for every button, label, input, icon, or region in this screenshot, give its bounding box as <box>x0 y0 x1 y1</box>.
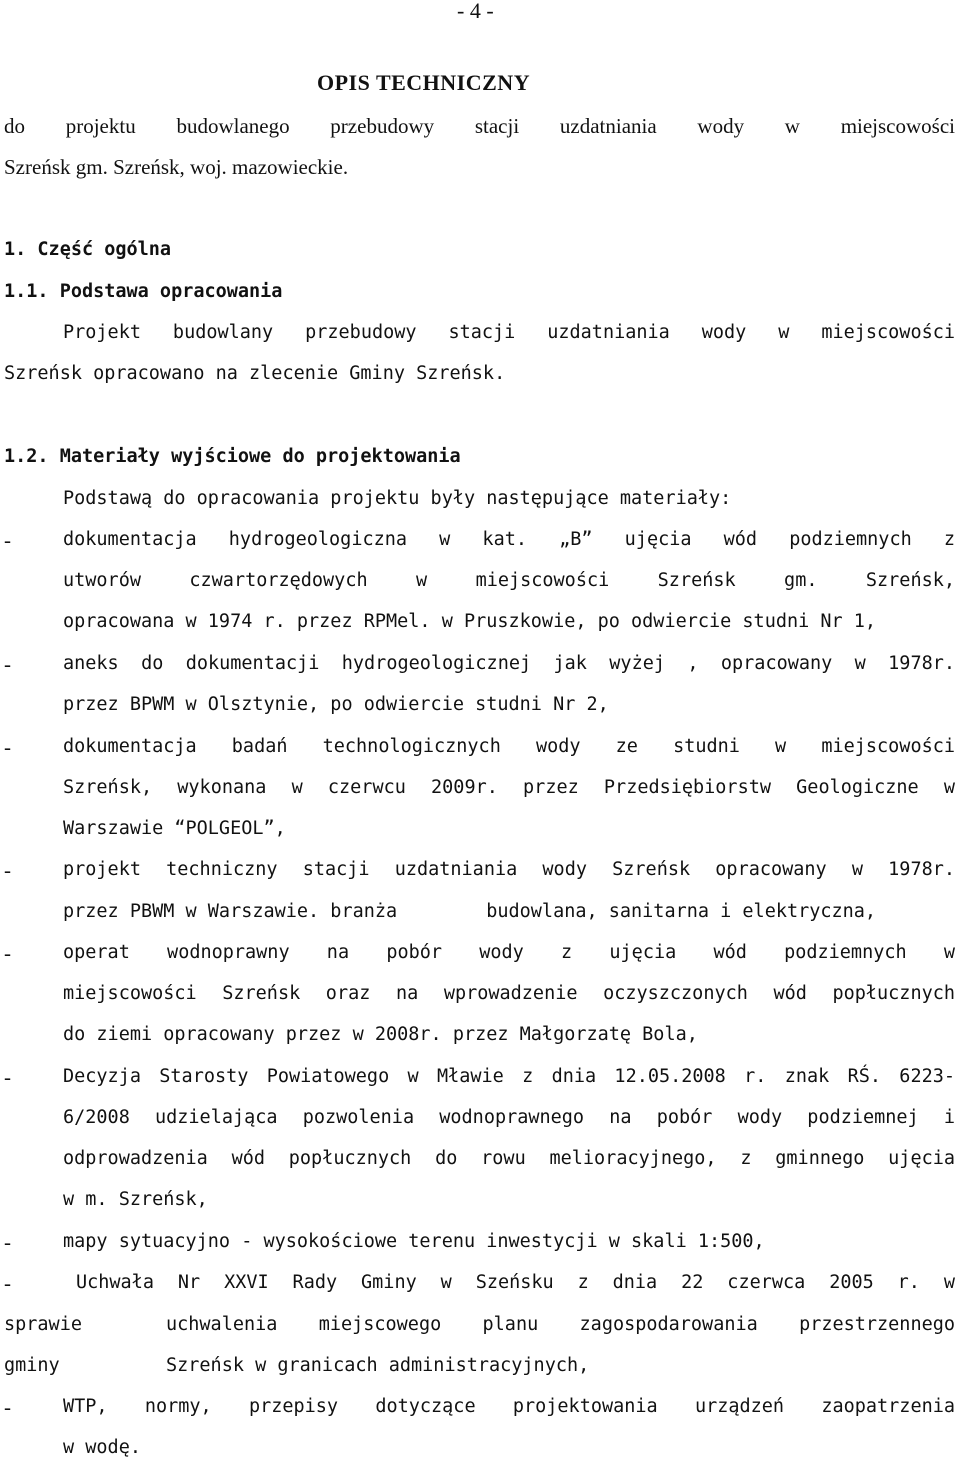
section-heading-1-2: 1.2. Materiały wyjściowe do projektowania <box>4 446 461 467</box>
list-item-5-line-2: miejscowości Szreńsk oraz na wprowadzenie oczyszczonych wód popłucznych <box>63 983 955 1004</box>
basis-text-line-2: Szreńsk opracowano na zlecenie Gminy Szreńsk. <box>4 363 506 384</box>
page-number: - 4 - <box>457 0 494 23</box>
list-item-1-line-1: dokumentacja hydrogeologiczna w kat. „B” ujęcia wód podziemnych z <box>63 529 955 550</box>
subtitle-line-2: Szreńsk gm. Szreńsk, woj. mazowieckie. <box>4 155 349 179</box>
basis-text-line-1: Projekt budowlany przebudowy stacji uzdatniania wody w miejscowości <box>63 322 955 343</box>
list-item-6-line-3: odprowadzenia wód popłucznych do rowu melioracyjnego, z gminnego ujęcia <box>63 1148 955 1169</box>
list-bullet: - <box>4 652 11 676</box>
list-item-4-line-2: przez PBWM w Warszawie. branża budowlana, sanitarna i elektryczna, <box>63 901 877 922</box>
list-bullet: - <box>4 1230 11 1254</box>
list-bullet: - <box>4 1065 11 1089</box>
list-item-3-line-2: Szreńsk, wykonana w czerwcu 2009r. przez Przedsiębiorstw Geologiczne w <box>63 777 955 798</box>
section-heading-1-1: 1.1. Podstawa opracowania <box>4 281 283 302</box>
list-item-1-line-3: opracowana w 1974 r. przez RPMel. w Pruszkowie, po odwiercie studni Nr 1, <box>63 611 877 632</box>
list-item-8-cont-1b: uchwalenia miejscowego planu zagospodarowania przestrzennego <box>166 1314 955 1335</box>
list-item-8-cont-2b: Szreńsk w granicach administracyjnych, <box>166 1355 590 1376</box>
materials-intro: Podstawą do opracowania projektu były następujące materiały: <box>63 488 732 509</box>
list-item-6-line-4: w m. Szreńsk, <box>63 1189 208 1210</box>
section-heading-1: 1. Część ogólna <box>4 239 172 260</box>
list-item-9-line-1: WTP, normy, przepisy dotyczące projektowania urządzeń zaopatrzenia <box>63 1396 955 1417</box>
list-bullet: - <box>4 528 11 552</box>
subtitle-line-1: do projektu budowlanego przebudowy stacji uzdatniania wody w miejscowości <box>4 114 955 138</box>
list-bullet: - <box>4 1395 11 1419</box>
list-bullet: - <box>4 1271 11 1295</box>
list-item-8-cont-1a: sprawie <box>4 1314 82 1335</box>
list-item-2-line-2: przez BPWM w Olsztynie, po odwiercie studni Nr 2, <box>63 694 609 715</box>
list-item-7-line-1: mapy sytuacyjno - wysokościowe terenu inwestycji w skali 1:500, <box>63 1231 765 1252</box>
document-title: OPIS TECHNICZNY <box>317 70 531 95</box>
list-item-3-line-1: dokumentacja badań technologicznych wody ze studni w miejscowości <box>63 736 955 757</box>
list-item-3-line-3: Warszawie “POLGEOL”, <box>63 818 286 839</box>
list-item-5-line-3: do ziemi opracowany przez w 2008r. przez Małgorzatę Bola, <box>63 1024 698 1045</box>
list-bullet: - <box>4 858 11 882</box>
list-item-5-line-1: operat wodnoprawny na pobór wody z ujęcia wód podziemnych w <box>63 942 955 963</box>
list-item-4-line-1: projekt techniczny stacji uzdatniania wody Szreńsk opracowany w 1978r. <box>63 859 955 880</box>
list-item-1-line-2: utworów czwartorzędowych w miejscowości Szreńsk gm. Szreńsk, <box>63 570 955 591</box>
list-bullet: - <box>4 941 11 965</box>
list-item-6-line-1: Decyzja Starosty Powiatowego w Mławie z dnia 12.05.2008 r. znak RŚ. 6223- <box>63 1066 955 1087</box>
list-item-6-line-2: 6/2008 udzielająca pozwolenia wodnoprawnego na pobór wody podziemnej i <box>63 1107 955 1128</box>
list-item-2-line-1: aneks do dokumentacji hydrogeologicznej jak wyżej , opracowany w 1978r. <box>63 653 955 674</box>
list-item-9-line-2: w wodę. <box>63 1437 141 1458</box>
list-item-8-cont-2a: gminy <box>4 1355 60 1376</box>
list-item-8-line-1: Uchwała Nr XXVI Rady Gminy w Szeńsku z dnia 22 czerwca 2005 r. w <box>76 1272 955 1293</box>
list-bullet: - <box>4 735 11 759</box>
